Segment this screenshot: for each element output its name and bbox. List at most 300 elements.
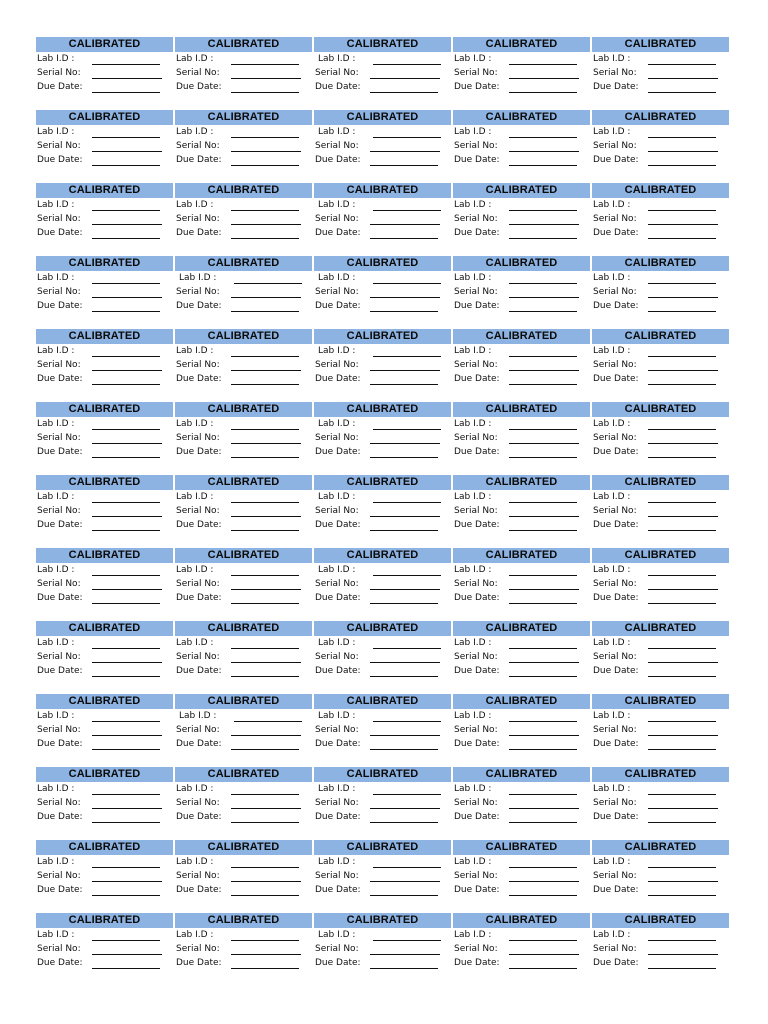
calibrated-header: CALIBRATED <box>453 110 590 125</box>
due-date-field-label: Due Date: <box>37 666 83 676</box>
serial-no-field-label: Serial No: <box>176 214 220 224</box>
calibration-label <box>592 621 729 694</box>
serial-no-line <box>370 433 440 444</box>
lab-id-field-label: Lab I.D : <box>37 54 75 64</box>
serial-no-line <box>92 725 162 736</box>
calibrated-header: CALIBRATED <box>592 694 729 709</box>
due-date-field <box>592 810 729 824</box>
calibration-label <box>36 475 173 548</box>
calibration-label <box>36 913 173 986</box>
calibrated-header: CALIBRATED <box>175 329 312 344</box>
lab-id-field-label: Lab I.D : <box>37 127 75 137</box>
lab-id-field <box>175 709 312 723</box>
label-row <box>36 621 730 694</box>
lab-id-field-label: Lab I.D : <box>593 784 631 794</box>
due-date-field-label: Due Date: <box>176 593 222 603</box>
due-date-field <box>314 591 451 605</box>
due-date-field <box>36 664 173 678</box>
calibrated-header: CALIBRATED <box>175 767 312 782</box>
calibration-label <box>314 402 451 475</box>
due-date-field <box>592 664 729 678</box>
lab-id-field <box>453 782 590 796</box>
lab-id-line <box>92 930 160 941</box>
calibrated-header: CALIBRATED <box>592 913 729 928</box>
serial-no-line <box>231 871 301 882</box>
due-date-field <box>453 956 590 970</box>
due-date-field-label: Due Date: <box>315 447 361 457</box>
due-date-line <box>509 301 577 312</box>
due-date-field-label: Due Date: <box>176 155 222 165</box>
serial-no-field-label: Serial No: <box>593 871 637 881</box>
lab-id-field-label: Lab I.D : <box>454 565 492 575</box>
calibrated-header: CALIBRATED <box>36 256 173 271</box>
due-date-field-label: Due Date: <box>176 739 222 749</box>
due-date-field-label: Due Date: <box>454 301 500 311</box>
lab-id-line <box>373 492 441 503</box>
lab-id-line <box>509 419 577 430</box>
serial-no-line <box>370 360 440 371</box>
serial-no-field-label: Serial No: <box>454 725 498 735</box>
serial-no-field <box>592 504 729 518</box>
serial-no-field-label: Serial No: <box>37 652 81 662</box>
lab-id-field <box>453 709 590 723</box>
calibration-label <box>592 37 729 110</box>
calibrated-header: CALIBRATED <box>592 256 729 271</box>
due-date-field <box>36 153 173 167</box>
lab-id-line <box>509 784 577 795</box>
lab-id-line <box>373 565 441 576</box>
lab-id-line <box>231 930 299 941</box>
due-date-line <box>370 447 438 458</box>
due-date-field <box>592 737 729 751</box>
serial-no-line <box>509 433 579 444</box>
serial-no-line <box>92 798 162 809</box>
lab-id-field-label: Lab I.D : <box>593 200 631 210</box>
serial-no-field <box>36 285 173 299</box>
serial-no-field-label: Serial No: <box>454 506 498 516</box>
due-date-line <box>370 885 438 896</box>
due-date-line <box>648 812 716 823</box>
calibration-label <box>36 110 173 183</box>
lab-id-line <box>373 346 441 357</box>
lab-id-field <box>453 855 590 869</box>
due-date-field-label: Due Date: <box>176 228 222 238</box>
serial-no-field-label: Serial No: <box>37 798 81 808</box>
serial-no-field-label: Serial No: <box>176 725 220 735</box>
lab-id-field-label: Lab I.D : <box>37 492 75 502</box>
due-date-field <box>314 518 451 532</box>
calibration-label <box>175 183 312 256</box>
serial-no-field-label: Serial No: <box>315 579 359 589</box>
calibrated-header: CALIBRATED <box>36 767 173 782</box>
due-date-field-label: Due Date: <box>37 155 83 165</box>
due-date-field <box>36 299 173 313</box>
due-date-field <box>314 664 451 678</box>
calibrated-header: CALIBRATED <box>592 767 729 782</box>
lab-id-line <box>373 857 441 868</box>
serial-no-field <box>592 358 729 372</box>
serial-no-line <box>231 506 301 517</box>
due-date-field-label: Due Date: <box>315 374 361 384</box>
due-date-field-label: Due Date: <box>454 812 500 822</box>
calibrated-header: CALIBRATED <box>453 183 590 198</box>
serial-no-field-label: Serial No: <box>37 579 81 589</box>
calibration-label <box>592 840 729 913</box>
serial-no-field <box>36 66 173 80</box>
calibration-label <box>314 183 451 256</box>
calibrated-header: CALIBRATED <box>314 621 451 636</box>
lab-id-field <box>453 198 590 212</box>
calibration-label-sheet <box>36 37 730 986</box>
due-date-field <box>592 445 729 459</box>
serial-no-field-label: Serial No: <box>37 871 81 881</box>
serial-no-line <box>509 214 579 225</box>
lab-id-line <box>648 492 716 503</box>
due-date-line <box>648 739 716 750</box>
serial-no-line <box>92 652 162 663</box>
due-date-field <box>175 299 312 313</box>
serial-no-field <box>453 723 590 737</box>
calibration-label <box>36 621 173 694</box>
lab-id-field-label: Lab I.D : <box>593 54 631 64</box>
lab-id-field-label: Lab I.D : <box>454 930 492 940</box>
calibration-label <box>314 621 451 694</box>
serial-no-field-label: Serial No: <box>593 652 637 662</box>
serial-no-field <box>314 139 451 153</box>
serial-no-field-label: Serial No: <box>454 360 498 370</box>
serial-no-line <box>92 944 162 955</box>
lab-id-field-label: Lab I.D : <box>318 200 356 210</box>
lab-id-line <box>231 54 299 65</box>
calibration-label <box>592 256 729 329</box>
due-date-line <box>92 155 160 166</box>
lab-id-line <box>92 346 160 357</box>
lab-id-line <box>92 127 160 138</box>
due-date-field <box>36 883 173 897</box>
lab-id-field <box>314 636 451 650</box>
label-row <box>36 183 730 256</box>
calibration-label <box>175 402 312 475</box>
lab-id-line <box>648 273 716 284</box>
due-date-line <box>231 228 299 239</box>
due-date-field-label: Due Date: <box>593 958 639 968</box>
lab-id-field <box>314 928 451 942</box>
serial-no-line <box>648 360 718 371</box>
lab-id-field-label: Lab I.D : <box>454 638 492 648</box>
serial-no-line <box>648 944 718 955</box>
calibration-label <box>592 329 729 402</box>
lab-id-field-label: Lab I.D : <box>318 273 356 283</box>
serial-no-line <box>231 652 301 663</box>
label-row <box>36 913 730 986</box>
serial-no-field <box>36 723 173 737</box>
due-date-field <box>453 153 590 167</box>
due-date-line <box>648 520 716 531</box>
lab-id-line <box>231 492 299 503</box>
label-row <box>36 256 730 329</box>
due-date-line <box>231 82 299 93</box>
serial-no-field <box>314 358 451 372</box>
lab-id-field <box>453 52 590 66</box>
lab-id-field-label: Lab I.D : <box>179 711 217 721</box>
serial-no-field-label: Serial No: <box>593 944 637 954</box>
due-date-line <box>509 666 577 677</box>
lab-id-field <box>592 782 729 796</box>
lab-id-line <box>92 565 160 576</box>
serial-no-line <box>648 798 718 809</box>
due-date-field-label: Due Date: <box>315 812 361 822</box>
calibration-label <box>314 840 451 913</box>
due-date-field-label: Due Date: <box>37 447 83 457</box>
calibrated-header: CALIBRATED <box>36 110 173 125</box>
due-date-field <box>36 810 173 824</box>
due-date-field <box>36 226 173 240</box>
lab-id-field-label: Lab I.D : <box>176 127 214 137</box>
calibration-label <box>314 110 451 183</box>
due-date-field <box>592 372 729 386</box>
lab-id-field <box>36 344 173 358</box>
due-date-line <box>231 666 299 677</box>
due-date-line <box>509 593 577 604</box>
due-date-line <box>231 155 299 166</box>
lab-id-field <box>36 636 173 650</box>
lab-id-line <box>648 127 716 138</box>
due-date-field <box>314 153 451 167</box>
calibrated-header: CALIBRATED <box>175 256 312 271</box>
serial-no-line <box>370 798 440 809</box>
due-date-line <box>370 812 438 823</box>
lab-id-field <box>314 709 451 723</box>
calibration-label <box>592 475 729 548</box>
serial-no-line <box>92 287 162 298</box>
lab-id-field <box>175 928 312 942</box>
serial-no-field-label: Serial No: <box>176 944 220 954</box>
serial-no-field-label: Serial No: <box>176 141 220 151</box>
lab-id-field <box>314 855 451 869</box>
serial-no-field-label: Serial No: <box>315 68 359 78</box>
lab-id-field-label: Lab I.D : <box>454 711 492 721</box>
serial-no-line <box>231 725 301 736</box>
serial-no-field <box>453 66 590 80</box>
lab-id-line <box>509 127 577 138</box>
due-date-field-label: Due Date: <box>454 447 500 457</box>
serial-no-line <box>370 506 440 517</box>
due-date-line <box>648 228 716 239</box>
due-date-line <box>648 82 716 93</box>
calibration-label <box>453 110 590 183</box>
calibrated-header: CALIBRATED <box>314 37 451 52</box>
due-date-line <box>509 228 577 239</box>
lab-id-line <box>92 200 160 211</box>
serial-no-field-label: Serial No: <box>176 433 220 443</box>
calibration-label <box>453 548 590 621</box>
lab-id-line <box>373 419 441 430</box>
calibrated-header: CALIBRATED <box>592 840 729 855</box>
serial-no-line <box>509 944 579 955</box>
lab-id-field-label: Lab I.D : <box>318 492 356 502</box>
serial-no-line <box>648 652 718 663</box>
serial-no-field <box>592 212 729 226</box>
calibration-label <box>314 37 451 110</box>
calibration-label <box>175 913 312 986</box>
due-date-line <box>509 447 577 458</box>
lab-id-line <box>648 419 716 430</box>
due-date-field <box>175 518 312 532</box>
calibrated-header: CALIBRATED <box>175 37 312 52</box>
serial-no-field <box>175 504 312 518</box>
lab-id-line <box>373 930 441 941</box>
lab-id-field-label: Lab I.D : <box>37 857 75 867</box>
lab-id-field-label: Lab I.D : <box>176 784 214 794</box>
due-date-line <box>370 374 438 385</box>
due-date-field <box>453 226 590 240</box>
calibrated-header: CALIBRATED <box>36 329 173 344</box>
calibration-label <box>175 767 312 840</box>
lab-id-field <box>175 344 312 358</box>
lab-id-field-label: Lab I.D : <box>454 784 492 794</box>
serial-no-field <box>36 358 173 372</box>
calibration-label <box>453 694 590 767</box>
serial-no-line <box>231 68 301 79</box>
lab-id-field-label: Lab I.D : <box>318 419 356 429</box>
due-date-field-label: Due Date: <box>176 520 222 530</box>
lab-id-field-label: Lab I.D : <box>37 930 75 940</box>
due-date-field-label: Due Date: <box>37 82 83 92</box>
due-date-field-label: Due Date: <box>454 520 500 530</box>
lab-id-line <box>648 200 716 211</box>
due-date-field <box>592 226 729 240</box>
lab-id-line <box>648 930 716 941</box>
serial-no-field <box>453 869 590 883</box>
serial-no-field <box>36 650 173 664</box>
serial-no-field-label: Serial No: <box>593 68 637 78</box>
serial-no-field <box>314 285 451 299</box>
lab-id-field <box>314 563 451 577</box>
due-date-line <box>370 520 438 531</box>
lab-id-line <box>92 638 160 649</box>
lab-id-field <box>314 125 451 139</box>
due-date-field-label: Due Date: <box>593 301 639 311</box>
serial-no-field-label: Serial No: <box>176 579 220 589</box>
lab-id-field <box>36 563 173 577</box>
serial-no-field <box>453 431 590 445</box>
calibration-label <box>175 840 312 913</box>
lab-id-line <box>509 492 577 503</box>
lab-id-field <box>36 271 173 285</box>
calibration-label <box>36 402 173 475</box>
calibration-label <box>592 548 729 621</box>
lab-id-field-label: Lab I.D : <box>593 127 631 137</box>
calibration-label <box>592 402 729 475</box>
calibrated-header: CALIBRATED <box>453 256 590 271</box>
serial-no-line <box>648 68 718 79</box>
due-date-field <box>314 883 451 897</box>
lab-id-line <box>373 638 441 649</box>
calibrated-header: CALIBRATED <box>36 183 173 198</box>
due-date-line <box>370 739 438 750</box>
lab-id-field-label: Lab I.D : <box>176 638 214 648</box>
serial-no-field <box>175 723 312 737</box>
serial-no-field <box>175 66 312 80</box>
due-date-field-label: Due Date: <box>176 374 222 384</box>
serial-no-field-label: Serial No: <box>37 360 81 370</box>
due-date-field-label: Due Date: <box>176 447 222 457</box>
due-date-field <box>314 226 451 240</box>
label-row <box>36 475 730 548</box>
label-row <box>36 402 730 475</box>
lab-id-field-label: Lab I.D : <box>318 857 356 867</box>
due-date-field <box>453 883 590 897</box>
lab-id-line <box>92 273 160 284</box>
lab-id-field <box>314 417 451 431</box>
calibration-label <box>314 913 451 986</box>
lab-id-field-label: Lab I.D : <box>37 273 75 283</box>
serial-no-line <box>648 141 718 152</box>
serial-no-field-label: Serial No: <box>37 506 81 516</box>
due-date-field <box>453 299 590 313</box>
calibration-label <box>175 621 312 694</box>
due-date-line <box>509 155 577 166</box>
due-date-field-label: Due Date: <box>315 82 361 92</box>
lab-id-field <box>453 344 590 358</box>
lab-id-field-label: Lab I.D : <box>593 711 631 721</box>
serial-no-field <box>36 796 173 810</box>
due-date-line <box>370 82 438 93</box>
due-date-field <box>453 664 590 678</box>
due-date-field-label: Due Date: <box>315 301 361 311</box>
serial-no-line <box>231 287 301 298</box>
lab-id-line <box>92 492 160 503</box>
serial-no-field-label: Serial No: <box>454 652 498 662</box>
due-date-field <box>175 883 312 897</box>
calibration-label <box>314 767 451 840</box>
serial-no-field-label: Serial No: <box>37 944 81 954</box>
calibration-label <box>314 475 451 548</box>
due-date-field <box>592 518 729 532</box>
lab-id-line <box>648 857 716 868</box>
lab-id-field-label: Lab I.D : <box>454 346 492 356</box>
serial-no-field-label: Serial No: <box>454 68 498 78</box>
lab-id-field <box>36 125 173 139</box>
due-date-line <box>509 812 577 823</box>
due-date-field-label: Due Date: <box>37 812 83 822</box>
due-date-line <box>370 666 438 677</box>
due-date-field-label: Due Date: <box>37 885 83 895</box>
due-date-field <box>175 810 312 824</box>
lab-id-field <box>592 709 729 723</box>
label-row <box>36 37 730 110</box>
lab-id-field-label: Lab I.D : <box>593 492 631 502</box>
serial-no-field <box>453 139 590 153</box>
lab-id-field <box>175 417 312 431</box>
calibration-label <box>36 329 173 402</box>
calibration-label <box>175 329 312 402</box>
serial-no-line <box>370 652 440 663</box>
calibrated-header: CALIBRATED <box>453 329 590 344</box>
lab-id-field-label: Lab I.D : <box>176 346 214 356</box>
due-date-field <box>36 518 173 532</box>
serial-no-field <box>314 942 451 956</box>
lab-id-field-label: Lab I.D : <box>454 200 492 210</box>
serial-no-line <box>231 214 301 225</box>
due-date-field <box>175 591 312 605</box>
calibrated-header: CALIBRATED <box>36 548 173 563</box>
due-date-line <box>231 812 299 823</box>
serial-no-field <box>314 66 451 80</box>
due-date-field-label: Due Date: <box>454 885 500 895</box>
serial-no-line <box>231 944 301 955</box>
lab-id-field <box>453 490 590 504</box>
